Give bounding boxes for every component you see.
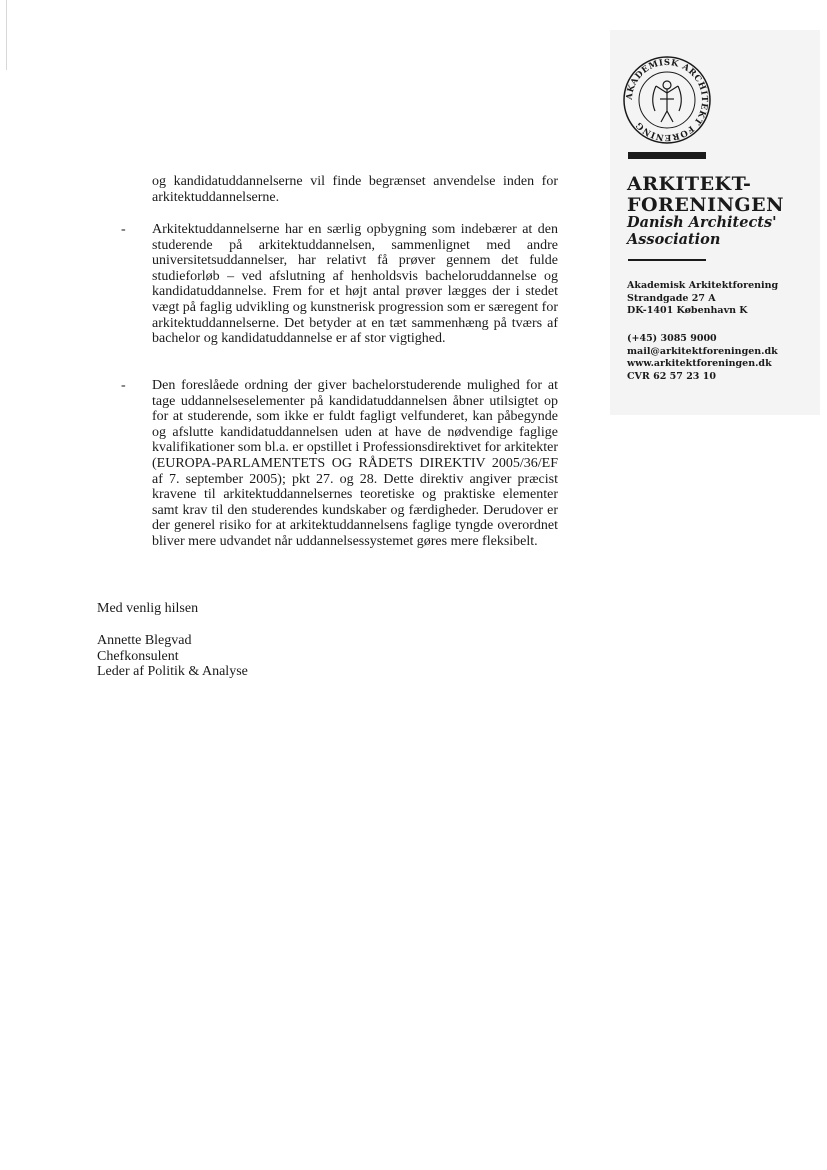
association-seal-logo [622, 55, 712, 145]
organization-english-line2: Association [627, 231, 721, 248]
bullet-text: Den foreslåede ordning der giver bachelorstuderende mulighed for at tage uddannelseselementer på kandidatuddannelsen åbner utilsigtet op for at studerende, som ikke er fuldt fagligt velfunderet, kan påbegynde og afslutte kandidatuddannelsen uden at have de nødvendige faglige kvalifikationer som bl.a. er opstillet i Professionsdirektivet for arkitekter (EUROPA-PARLAMENTETS OG RÅDETS DIREKTIV 2005/36/EF af 7. september 2005); pkt 27. og 28. Dette direktiv angiver præcist kravene til arkitektuddannelsernes teoretiske og praktiske elementer samt krav til den studerendes kundskaber og færdigheder. Derudover er der generel risiko for at arkitektuddannelsens faglige tyngde overordnet bliver mere udvandet når uddannelsessystemet gøres mere fleksibelt. [152, 378, 558, 549]
bullet-marker: - [121, 222, 126, 237]
seal-text: AKADEMISK ARCHITEKT FORENING [624, 57, 710, 143]
website-address: www.arkitektforeningen.dk [627, 358, 772, 369]
organization-name-line2: FORENINGEN [627, 194, 785, 216]
organization-name [627, 174, 784, 216]
bullet-item [121, 378, 561, 550]
cvr-number: CVR 62 57 23 10 [627, 370, 716, 382]
organization-name-line1: ARKITEKT- [627, 173, 752, 195]
bullet-item [121, 222, 561, 347]
bullet-text: Arkitektuddannelserne har en særlig opbygning som indebærer at den studerende på arkitektuddannelsen, sammenlignet med andre universitetsuddannelser, har relativt få prøver gennem det fulde studieforløb – ved afslutning af henholdsvis bacheloruddannelse og kandidatuddannelse. Frem for et højt antal prøver lægges der i stedet vægt på faglig udvikling og kunstnerisk progression som er særegent for arkitektuddannelserne. Det betyder at en tæt sammenhæng på tværs af bachelor og kandidatuddannelse er af stor vigtighed. [152, 222, 558, 347]
organization-english-name [627, 214, 777, 248]
signatory-title: Chefkonsulent [97, 648, 179, 664]
postal-address [627, 280, 778, 318]
signatory-role: Leder af Politik & Analyse [97, 664, 248, 680]
address-line: Strandgade 27 A [627, 292, 716, 304]
bullet-marker: - [121, 378, 126, 393]
closing-salutation: Med venlig hilsen [97, 601, 199, 616]
email-address: mail@arkitektforeningen.dk [627, 345, 778, 357]
contact-details [627, 333, 778, 383]
phone-number: (+45) 3085 9000 [627, 333, 717, 344]
signature-block [97, 633, 397, 680]
address-line: DK-1401 København K [627, 305, 748, 316]
scan-edge-line [6, 0, 7, 70]
address-line: Akademisk Arkitektforening [627, 280, 779, 291]
signatory-name: Annette Blegvad [97, 633, 192, 648]
organization-english-line1: Danish Architects' [627, 214, 777, 231]
intro-paragraph: og kandidatuddannelserne vil finde begrænset anvendelse inden for arkitektuddannelserne. [152, 174, 558, 205]
letterhead-divider-thin [628, 259, 706, 261]
letterhead-divider-thick [628, 152, 706, 159]
